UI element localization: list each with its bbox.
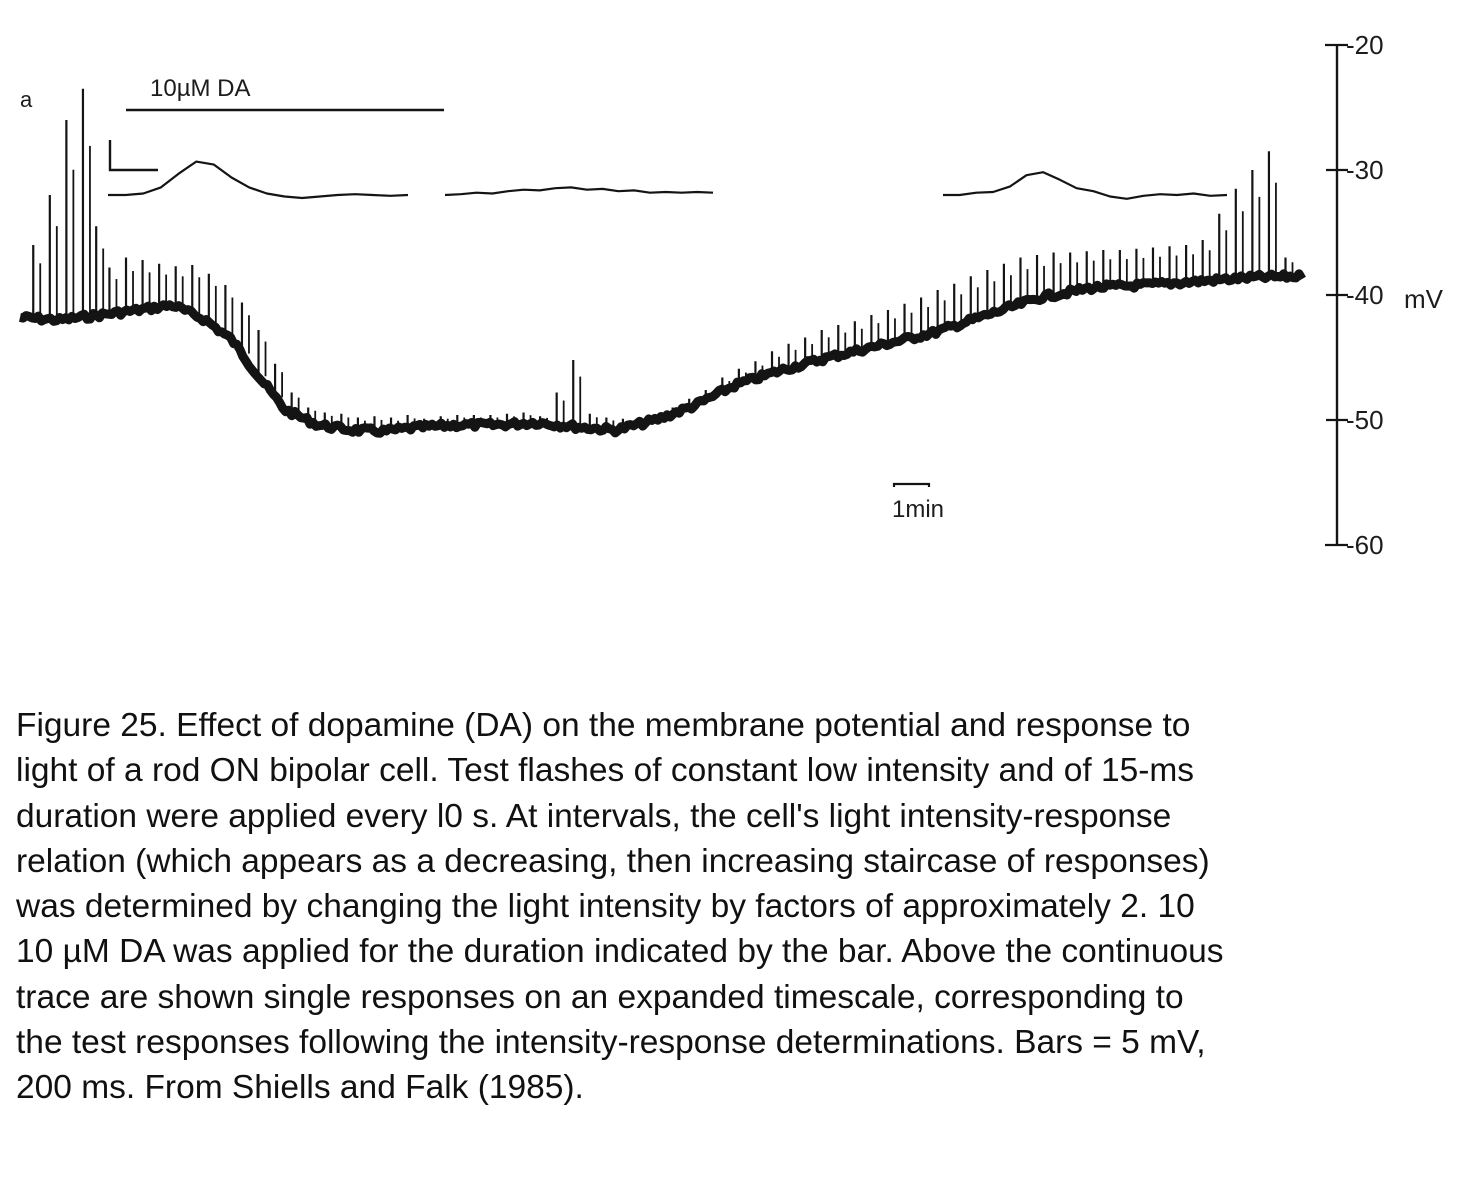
y-tick-label: -40 (1346, 280, 1384, 310)
inset-trace (943, 172, 1227, 199)
y-axis-unit: mV (1404, 284, 1443, 314)
y-tick-label: -50 (1346, 405, 1384, 435)
y-tick-label: -20 (1346, 30, 1384, 60)
caption-line: 200 ms. From Shiells and Falk (1985). (16, 1069, 584, 1107)
inset-scale-bar (110, 140, 158, 170)
time-scale-bar (894, 484, 929, 487)
caption-line: was determined by changing the light intensity by factors of approximately 2. 10 (16, 888, 1195, 926)
caption-line: the test responses following the intensity-response determinations. Bars = 5 mV, (16, 1024, 1206, 1062)
y-axis-ticks (1325, 30, 1384, 560)
inset-responses (108, 162, 1227, 199)
figure-caption (16, 703, 1446, 1111)
caption-line: duration were applied every l0 s. At intervals, the cell's light intensity-response (16, 797, 1172, 835)
caption-line: Figure 25. Effect of dopamine (DA) on the membrane potential and response to (16, 707, 1191, 744)
y-tick-label: -30 (1346, 155, 1384, 185)
caption-line: light of a rod ON bipolar cell. Test flashes of constant low intensity and of 15-ms (16, 752, 1195, 790)
time-scale-bar-label: 1min (892, 496, 945, 523)
panel-label: a (20, 87, 33, 112)
drug-bar-label: 10µM DA (150, 75, 251, 102)
inset-trace (445, 187, 713, 195)
baseline-trace (20, 274, 1302, 433)
membrane-potential-trace (20, 89, 1302, 433)
caption-line: relation (which appears as a decreasing, then increasing staircase of responses) (16, 842, 1210, 880)
y-tick-label: -60 (1346, 530, 1384, 560)
inset-trace (108, 162, 408, 198)
caption-line: trace are shown single responses on an expanded timescale, corresponding to (16, 978, 1184, 1016)
caption-line: 10 µM DA was applied for the duration indicated by the bar. Above the continuous (16, 933, 1224, 971)
